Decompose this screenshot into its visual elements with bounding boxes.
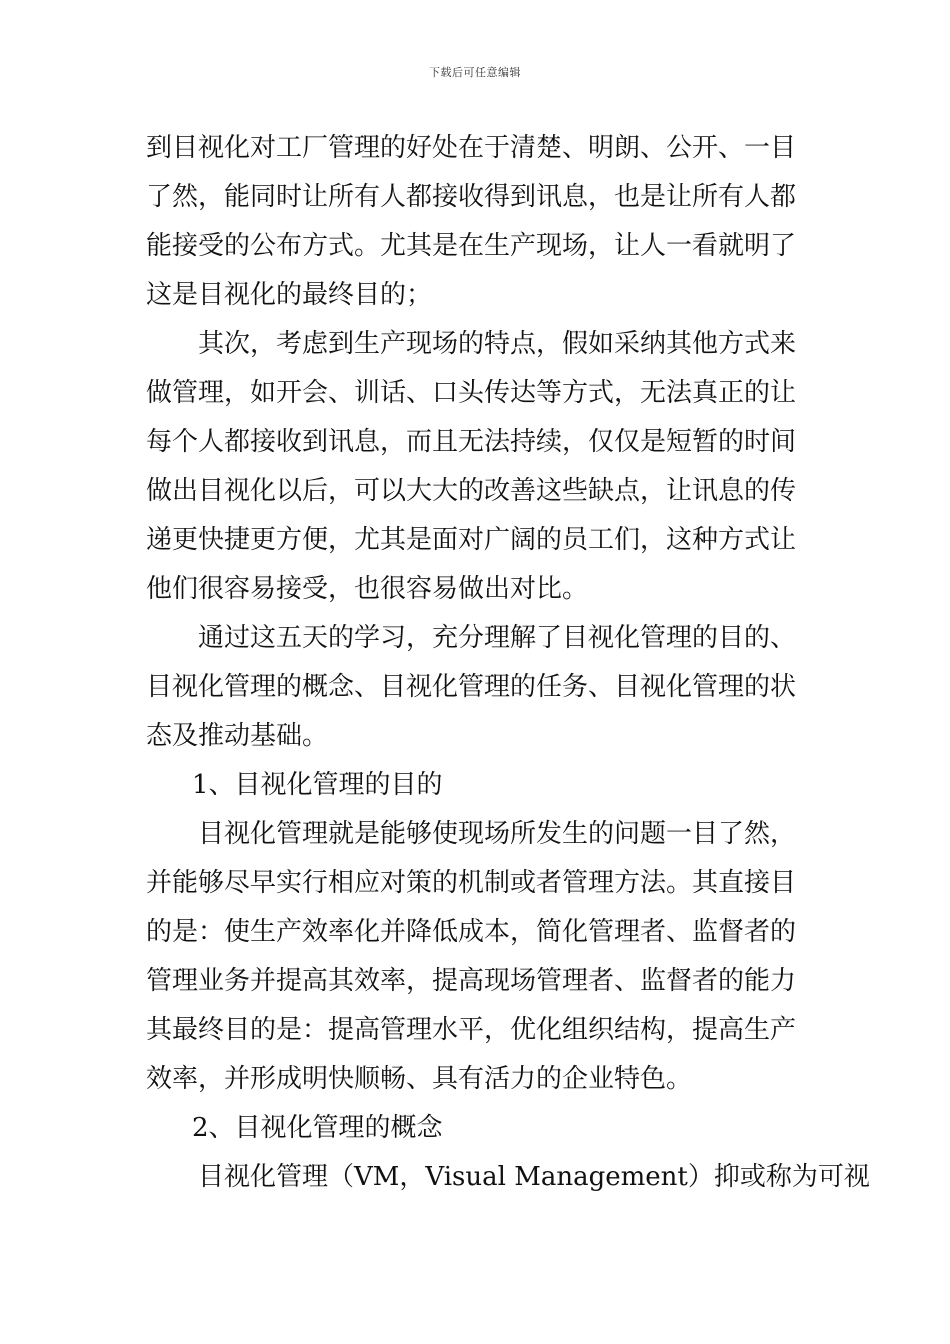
body-line: 了然，能同时让所有人都接收得到讯息，也是让所有人都	[146, 182, 797, 212]
body-line: 做管理，如开会、训话、口头传达等方式，无法真正的让	[146, 378, 797, 408]
body-line: 做出目视化以后，可以大大的改善这些缺点，让讯息的传	[146, 476, 797, 506]
body-line: 效率，并形成明快顺畅、具有活力的企业特色。	[146, 1064, 693, 1094]
paragraph-start-line: 通过这五天的学习，充分理解了目视化管理的目的、	[198, 623, 797, 653]
body-line: 目视化管理的概念、目视化管理的任务、目视化管理的状	[146, 672, 797, 702]
body-line: 能接受的公布方式。尤其是在生产现场，让人一看就明了	[146, 231, 797, 261]
section-heading: 1、目视化管理的目的	[192, 770, 443, 800]
section-heading: 2、目视化管理的概念	[192, 1113, 443, 1143]
body-line: 每个人都接收到讯息，而且无法持续，仅仅是短暂的时间	[146, 427, 797, 457]
body-line: 管理业务并提高其效率，提高现场管理者、监督者的能力	[146, 966, 797, 996]
paragraph-start-line: 目视化管理（VM，Visual Management）抑或称为可视	[198, 1162, 870, 1192]
body-line: 并能够尽早实行相应对策的机制或者管理方法。其直接目	[146, 868, 797, 898]
body-line: 递更快捷更方便，尤其是面对广阔的员工们，这种方式让	[146, 525, 797, 555]
body-line: 的是：使生产效率化并降低成本，简化管理者、监督者的	[146, 917, 797, 947]
header-note: 下载后可任意编辑	[429, 66, 521, 79]
body-line: 这是目视化的最终目的；	[146, 280, 433, 310]
body-line: 到目视化对工厂管理的好处在于清楚、明朗、公开、一目	[146, 133, 797, 163]
body-line: 其最终目的是：提高管理水平，优化组织结构，提高生产	[146, 1015, 797, 1045]
paragraph-start-line: 其次，考虑到生产现场的特点，假如采纳其他方式来	[198, 329, 797, 359]
document-body	[146, 124, 870, 1202]
paragraph-start-line: 目视化管理就是能够使现场所发生的问题一目了然，	[198, 819, 797, 849]
body-line: 他们很容易接受，也很容易做出对比。	[146, 574, 589, 604]
body-line: 态及推动基础。	[146, 721, 329, 751]
